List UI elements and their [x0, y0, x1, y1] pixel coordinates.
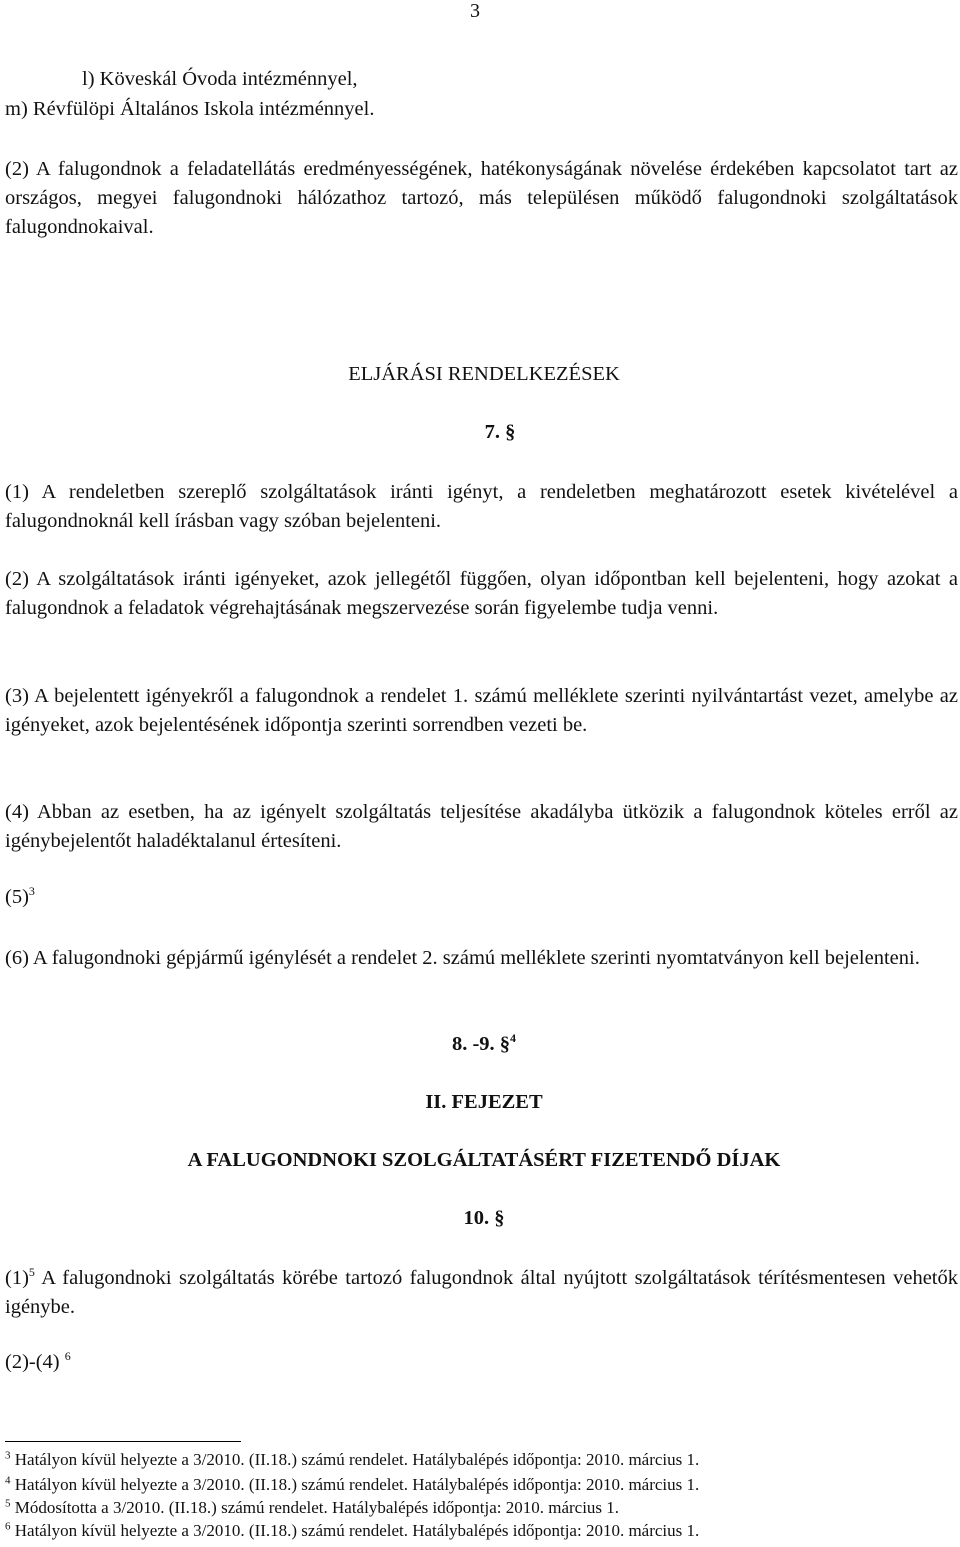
section-7-heading	[0, 421, 960, 444]
paragraph-10-1	[5, 1264, 958, 1322]
section-title-text: ELJÁRÁSI RENDELKEZÉSEK	[348, 363, 620, 385]
paragraph-10-1-text: A falugondnoki szolgáltatás körébe tartozó falugondnok által nyújtott szolgáltatások térítésmentesen vehetők igénybe.	[5, 1267, 958, 1318]
footnote-number: 5	[5, 1497, 11, 1510]
footnote-6	[5, 1521, 699, 1541]
section-10-heading	[0, 1207, 960, 1230]
paragraph-7-1: (1) A rendeletben szereplő szolgáltatások iránti igényt, a rendeletben meghatározott esetek kivételével a falugondnoknál kell írásban vagy szóban bejelenteni.	[5, 481, 958, 532]
section-7-label: 7.	[484, 421, 500, 443]
footnote-number: 3	[5, 1449, 11, 1462]
list-item-l: l) Köveskál Óvoda intézménnyel,	[82, 68, 358, 90]
footnote-text: Hatályon kívül helyezte a 3/2010. (II.18.) számú rendelet. Hatálybalépés időpontja: 2010. március 1.	[14, 1450, 700, 1469]
footnote-text: Módosította a 3/2010. (II.18.) számú rendelet. Hatálybalépés időpontja: 2010. március 1.	[14, 1498, 620, 1517]
section-10-label: 10.	[463, 1207, 490, 1229]
footnote-3	[5, 1450, 699, 1470]
footnote-ref-3: 3	[28, 884, 35, 899]
footnote-ref-5: 5	[28, 1265, 35, 1280]
footnote-ref-4: 4	[510, 1031, 517, 1046]
footnote-4	[5, 1475, 699, 1495]
paragraph-10-1-label: (1)	[5, 1267, 29, 1289]
chapter-title	[0, 1149, 960, 1172]
section-sign-icon: §	[494, 1033, 511, 1055]
chapter-title-text: A FALUGONDNOKI SZOLGÁLTATÁSÉRT FIZETENDŐ DÍJAK	[187, 1149, 781, 1171]
footnote-number: 4	[5, 1474, 11, 1487]
paragraph-2: (2) A falugondnok a feladatellátás eredményességének, hatékonyságának növelése érdekében kapcsolatot tart az országos, megyei falugondnoki hálózathoz tartozó, más településen működő falugondnoki szolgáltatások falugondnokaival.	[5, 158, 958, 238]
footnote-text: Hatályon kívül helyezte a 3/2010. (II.18.) számú rendelet. Hatálybalépés időpontja: 2010. március 1.	[14, 1521, 700, 1540]
section-8-9-heading	[0, 1033, 960, 1056]
paragraph-7-3: (3) A bejelentett igényekről a falugondnok a rendelet 1. számú melléklete szerinti nyilvántartást vezet, amelybe az igényeket, azok bejelentésének időpontja szerinti sorrendben vezeti be.	[5, 685, 958, 736]
footnote-divider	[5, 1441, 241, 1442]
section-title	[0, 363, 960, 386]
footnote-5	[5, 1498, 619, 1518]
footnote-ref-6: 6	[64, 1349, 71, 1364]
paragraph-7-4: (4) Abban az esetben, ha az igényelt szolgáltatás teljesítése akadályba ütközik a falugondnok köteles erről az igénybejelentőt haladéktalanul értesíteni.	[5, 801, 958, 852]
paragraph-7-2: (2) A szolgáltatások iránti igényeket, azok jellegétől függően, olyan időpontban kell bejelenteni, hogy azokat a falugondnok a feladatok végrehajtásának megszervezése során figyelembe tudja venni.	[5, 568, 958, 619]
chapter-label: II. FEJEZET	[425, 1091, 543, 1113]
paragraph-7-5	[5, 886, 35, 909]
chapter-heading	[0, 1091, 960, 1114]
footnote-number: 6	[5, 1520, 11, 1533]
section-8-9-label: 8. -9.	[451, 1033, 495, 1055]
footnote-text: Hatályon kívül helyezte a 3/2010. (II.18.) számú rendelet. Hatálybalépés időpontja: 2010. március 1.	[14, 1475, 700, 1494]
page-number: 3	[470, 0, 480, 22]
section-sign-icon: §	[489, 1207, 505, 1229]
paragraph-7-5-label: (5)	[5, 886, 29, 908]
paragraph-10-2-4-label: (2)-(4)	[5, 1351, 60, 1373]
paragraph-10-2-4	[5, 1351, 71, 1374]
section-sign-icon: §	[500, 421, 516, 443]
paragraph-7-6: (6) A falugondnoki gépjármű igénylését a rendelet 2. számú melléklete szerinti nyomtatványon kell bejelenteni.	[5, 947, 920, 969]
list-item-m: m) Révfülöpi Általános Iskola intézménnyel.	[5, 98, 375, 120]
